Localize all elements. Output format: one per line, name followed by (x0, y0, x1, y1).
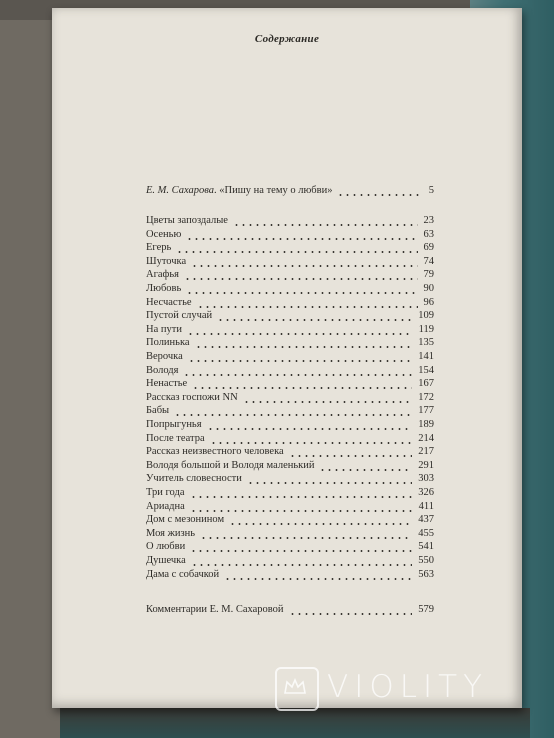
toc-entry-title: Шуточка (146, 255, 187, 267)
toc-entry-page: 303 (418, 473, 434, 485)
dot-leader (190, 496, 412, 498)
toc-entry-page: 541 (418, 541, 434, 553)
toc-entry-page: 74 (423, 255, 434, 267)
toc-entry (52, 433, 522, 447)
toc-entry (52, 337, 522, 351)
toc-entry (52, 460, 522, 474)
toc-entry (52, 541, 522, 555)
intro-author: Е. М. Сахарова (146, 185, 214, 196)
toc-entry-title: Агафья (146, 269, 179, 281)
toc-entry-page: 563 (418, 568, 434, 580)
toc-entry-title: Егерь (146, 242, 172, 254)
toc-entry-title: Бабы (146, 405, 170, 417)
toc-entry-page: 96 (423, 296, 434, 308)
dot-leader (233, 224, 418, 226)
dot-leader (210, 442, 412, 444)
toc-intro-label: Е. М. Сахарова. «Пишу на тему о любви» (146, 185, 333, 196)
toc-entry-title: Цветы запоздалые (146, 215, 228, 226)
dot-leader (183, 374, 412, 376)
dot-leader (187, 333, 413, 335)
toc-entry (52, 297, 522, 311)
dot-leader (174, 414, 412, 416)
toc-entry-title: Моя жизнь (146, 527, 196, 539)
toc-entry-page: 172 (418, 391, 434, 403)
dot-leader (190, 550, 412, 552)
dot-leader (224, 578, 412, 580)
toc-entry-page: 167 (418, 378, 434, 390)
toc-entry-title: Душечка (146, 555, 186, 566)
dot-leader (188, 360, 412, 362)
book-page (52, 8, 522, 708)
toc-entry-title: Попрыгунья (146, 419, 202, 430)
toc-entry (52, 473, 522, 487)
toc-entry-page: 90 (423, 283, 434, 294)
toc-entry-title: Володя большой и Володя маленький (146, 459, 315, 471)
toc-entry-page: 455 (418, 527, 434, 539)
toc-entry (52, 501, 522, 515)
toc-entry (52, 365, 522, 379)
page-title: Содержание (254, 33, 320, 45)
toc-entry-page: 141 (418, 351, 434, 362)
toc-entry (52, 283, 522, 297)
toc-entry-title: Осенью (146, 228, 182, 240)
toc-entry (52, 324, 522, 338)
dot-leader (289, 613, 412, 615)
dot-leader (229, 523, 412, 525)
toc-entry-page: 189 (418, 419, 434, 430)
toc-entry-title: Учитель словесности (146, 473, 242, 485)
toc-entry-page: 214 (418, 432, 434, 444)
toc-entry-page: 550 (418, 555, 434, 566)
toc-commentary-title: Комментарии Е. М. Сахаровой (146, 604, 284, 615)
toc-entry-page: 79 (423, 269, 434, 281)
dot-leader (197, 306, 418, 308)
toc-entry-title: Рассказ неизвестного человека (146, 446, 284, 458)
toc-entry (52, 528, 522, 542)
toc-entry-title: Дом с мезонином (146, 514, 225, 526)
toc-entry-title: Три года (146, 487, 185, 498)
toc-entry-title: После театра (146, 432, 205, 444)
dot-leader (186, 292, 418, 294)
dot-leader (217, 319, 412, 321)
toc-entry-title: Верочка (146, 351, 183, 362)
toc-entry (52, 351, 522, 365)
toc-entry (52, 392, 522, 406)
dot-leader (191, 265, 418, 267)
dot-leader (289, 455, 412, 457)
toc-entry-page: 411 (418, 500, 434, 512)
toc-entry-page: 119 (418, 323, 434, 335)
watermark (275, 665, 545, 713)
toc-intro-entry (52, 185, 522, 199)
toc-entry-title: Любовь (146, 283, 182, 294)
dot-leader (191, 564, 412, 566)
dot-leader (243, 401, 412, 403)
toc-entry (52, 569, 522, 583)
toc-entry-title: Ариадна (146, 500, 185, 512)
watermark-text: VIOLITY (327, 669, 489, 705)
toc-entry-page: 63 (423, 228, 434, 240)
toc-entry-title: Несчастье (146, 296, 192, 308)
dot-leader (247, 482, 412, 484)
toc-entry-page: 437 (418, 514, 434, 526)
toc-entry (52, 215, 522, 229)
toc-entry-title: Полинька (146, 337, 190, 349)
toc-entry (52, 310, 522, 324)
dot-leader (207, 428, 412, 430)
dot-leader (176, 251, 418, 253)
toc-entry (52, 229, 522, 243)
toc-entry (52, 555, 522, 569)
toc-entry (52, 446, 522, 460)
intro-title: «Пишу на тему о любви» (219, 185, 333, 196)
toc-entry-title: Ненастье (146, 378, 188, 390)
dot-leader (192, 387, 412, 389)
toc-entry-page: 154 (418, 364, 434, 376)
toc-entry (52, 242, 522, 256)
dot-leader (184, 278, 418, 280)
toc-entry (52, 487, 522, 501)
toc-entry-title: Пустой случай (146, 310, 213, 322)
dot-leader (195, 346, 412, 348)
dot-leader (186, 238, 418, 240)
toc-entry-page: 177 (418, 405, 434, 417)
toc-entry (52, 269, 522, 283)
toc-entry-title: Дама с собачкой (146, 568, 220, 580)
toc-entry-page: 291 (418, 459, 434, 471)
toc-entry-page: 109 (418, 310, 434, 322)
toc-commentary-page: 579 (418, 604, 434, 615)
toc-entry-title: Володя (146, 364, 179, 376)
toc-entry-page: 326 (418, 487, 434, 498)
toc-entry-title: Рассказ госпожи NN (146, 391, 238, 403)
toc-intro-page: 5 (428, 185, 434, 196)
toc-entry-title: На пути (146, 323, 182, 335)
toc-entry (52, 419, 522, 433)
toc-entry-page: 135 (418, 337, 434, 349)
toc-entry (52, 378, 522, 392)
dot-leader (337, 194, 423, 196)
toc-entry (52, 405, 522, 419)
toc-entry (52, 514, 522, 528)
toc-entry-page: 69 (423, 242, 434, 254)
dot-leader (200, 537, 412, 539)
toc-entry-title: О любви (146, 541, 186, 553)
dot-leader (190, 510, 413, 512)
toc-entry-page: 217 (418, 446, 434, 458)
toc-entry (52, 256, 522, 270)
toc-entry-page: 23 (423, 215, 434, 226)
watermark-crown-logo-icon (275, 667, 319, 711)
toc-commentary-entry (52, 604, 522, 618)
dot-leader (319, 469, 412, 471)
